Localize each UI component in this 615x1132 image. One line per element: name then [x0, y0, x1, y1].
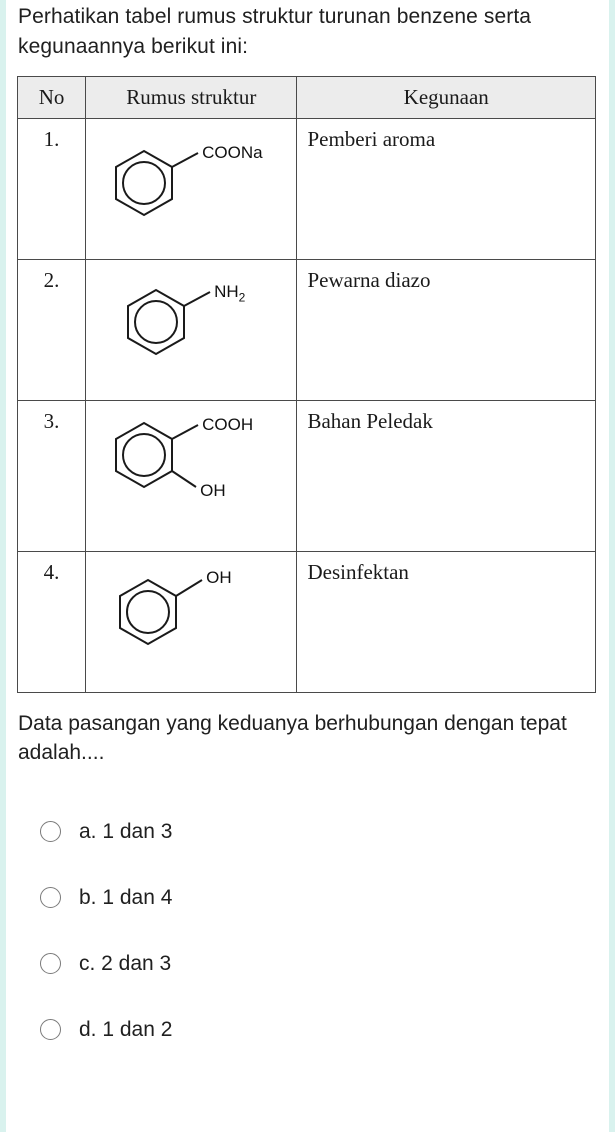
usage-cell: Bahan Peledak: [297, 400, 596, 551]
column-header-rumus-struktur: Rumus struktur: [86, 76, 297, 118]
row-number: 3.: [18, 400, 86, 551]
radio-icon[interactable]: [40, 953, 61, 974]
benzene-structure-4: [86, 552, 297, 692]
substituent-label: COOH: [202, 414, 254, 434]
column-header-no: No: [18, 76, 86, 118]
structure-cell: [86, 551, 297, 692]
table-header-row: [18, 76, 596, 118]
table-row: [18, 400, 596, 551]
benzene-ring-icon: [86, 260, 297, 398]
option-c[interactable]: [18, 930, 597, 996]
option-d[interactable]: [18, 996, 597, 1062]
structure-cell: [86, 118, 297, 259]
option-label: c. 2 dan 3: [79, 951, 172, 975]
table-row: [18, 551, 596, 692]
benzene-structure-1: [86, 119, 297, 259]
usage-cell: Desinfektan: [297, 551, 596, 692]
benzene-structure-3: [86, 401, 297, 551]
benzene-ring-icon: [86, 119, 297, 257]
usage-cell: Pemberi aroma: [297, 118, 596, 259]
benzene-structure-2: [86, 260, 297, 400]
option-label: d. 1 dan 2: [79, 1017, 173, 1041]
substituent-label: $NH_2$: [214, 281, 246, 305]
substituent-label: COONa: [202, 142, 263, 162]
answer-options: [18, 798, 597, 1062]
substituent-label: OH: [200, 480, 226, 500]
table-row: [18, 259, 596, 400]
row-number: 2.: [18, 259, 86, 400]
radio-icon[interactable]: [40, 1019, 61, 1040]
substituent-label: OH: [206, 567, 232, 587]
usage-cell: Pewarna diazo: [297, 259, 596, 400]
option-label: b. 1 dan 4: [79, 885, 173, 909]
column-header-kegunaan: Kegunaan: [297, 76, 596, 118]
radio-icon[interactable]: [40, 821, 61, 842]
radio-icon[interactable]: [40, 887, 61, 908]
structure-cell: [86, 259, 297, 400]
row-number: 1.: [18, 118, 86, 259]
option-label: a. 1 dan 3: [79, 819, 173, 843]
table-row: [18, 118, 596, 259]
structure-cell: [86, 400, 297, 551]
option-a[interactable]: [18, 798, 597, 864]
benzene-ring-icon: [86, 552, 297, 690]
structure-table: [17, 76, 596, 693]
question-tail-text: Data pasangan yang keduanya berhubungan dengan tepat adalah....: [18, 711, 567, 765]
row-number: 4.: [18, 551, 86, 692]
benzene-ring-icon: [86, 401, 297, 551]
question-intro-text: Perhatikan tabel rumus struktur turunan benzene serta kegunaannya berikut ini:: [18, 5, 532, 58]
structure-table-wrapper: [17, 76, 596, 693]
option-b[interactable]: [18, 864, 597, 930]
